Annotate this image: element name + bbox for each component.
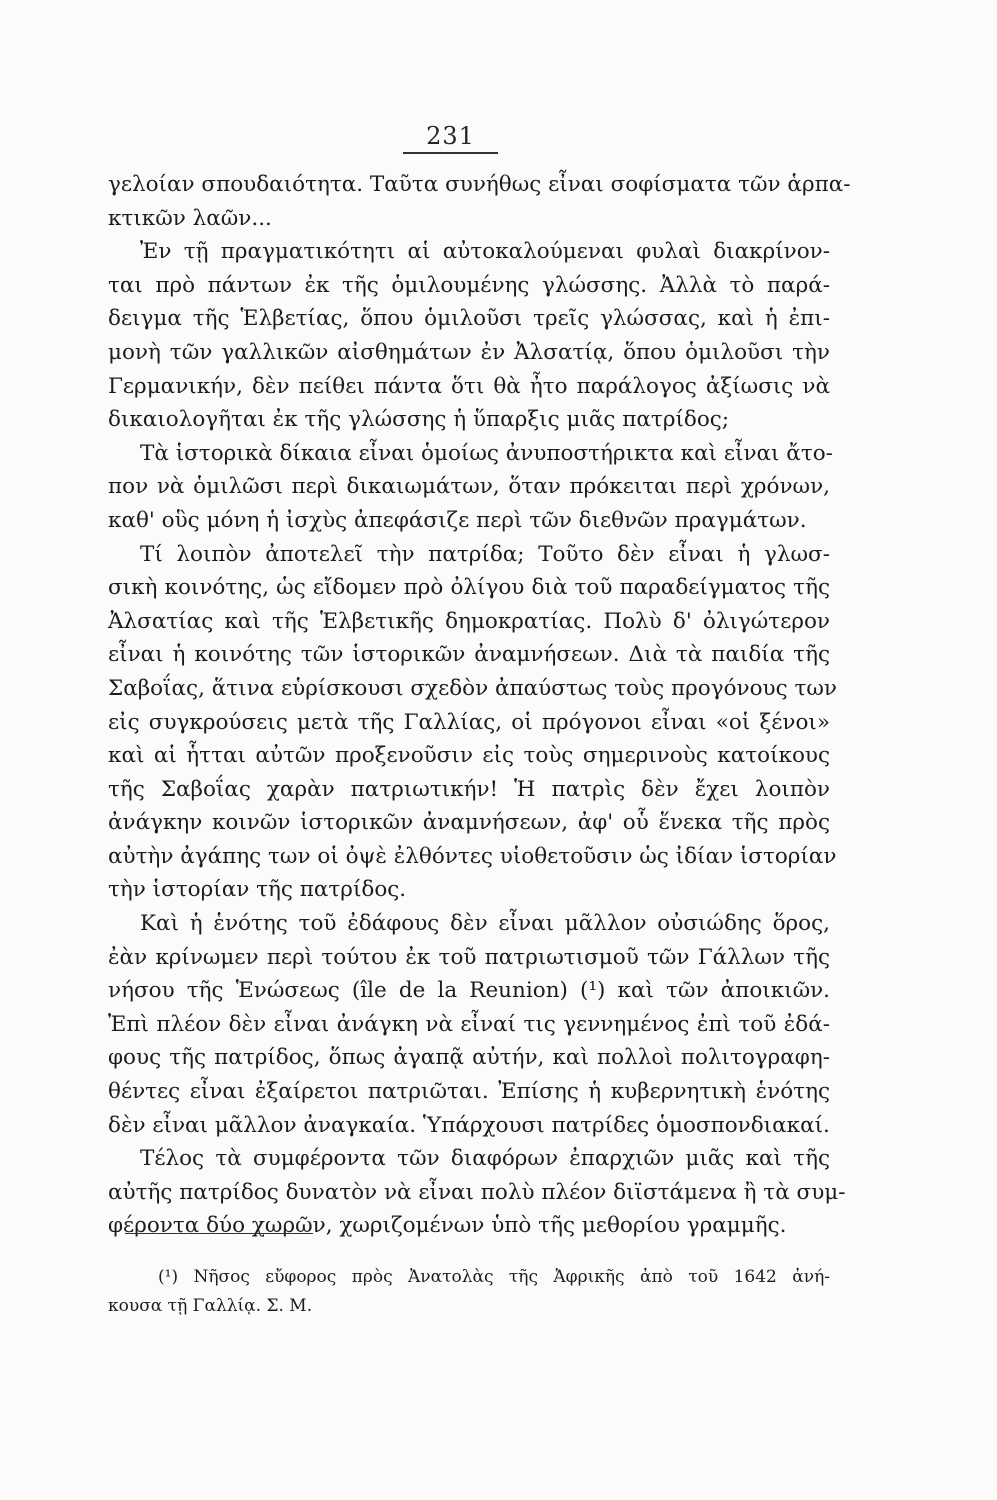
text-line: Τί λοιπὸν ἀποτελεῖ τὴν πατρίδα; Τοῦτο δὲν εἶναι ἡ γλωσ- — [140, 541, 830, 567]
text-line: δὲν εἶναι μᾶλλον ἀναγκαία. Ὑπάρχουσι πατρίδες ὁμοσπονδιακαί. — [108, 1112, 830, 1138]
text-line: σικὴ κοινότης, ὡς εἴδομεν πρὸ ὀλίγου διὰ τοῦ παραδείγματος τῆς — [108, 575, 830, 601]
text-line: Γερμανικήν, δὲν πείθει πάντα ὅτι θὰ ἦτο παράλογος ἀξίωσις νὰ — [108, 373, 830, 399]
text-line: ται πρὸ πάντων ἐκ τῆς ὁμιλουμένης γλώσσης. Ἀλλὰ τὸ παρά- — [108, 272, 830, 298]
text-line: εἰς συγκρούσεις μετὰ τῆς Γαλλίας, οἱ πρόγονοι εἶναι «οἱ ξένοι» — [108, 709, 830, 735]
text-line: Ἐπὶ πλέον δὲν εἶναι ἀνάγκη νὰ εἶναί τις γεννημένος ἐπὶ τοῦ ἐδά- — [108, 1011, 830, 1037]
page-number: 231 — [426, 122, 475, 150]
text-line: κτικῶν λαῶν... — [108, 205, 272, 231]
footnote-rule — [125, 1233, 313, 1234]
text-line: αὐτὴν ἀγάπης των οἱ ὀψὲ ἐλθόντες υἱοθετοῦσιν ὡς ἰδίαν ἱστορίαν — [108, 843, 837, 869]
text-line: καθ' οὓς μόνη ἡ ἰσχὺς ἀπεφάσιζε περὶ τῶν διεθνῶν πραγμάτων. — [108, 507, 807, 533]
text-line: καὶ αἱ ἧτται αὐτῶν προξενοῦσιν εἰς τοὺς σημερινοὺς κατοίκους — [108, 743, 830, 769]
text-line: Σαβοΐας, ἅτινα εὑρίσκουσι σχεδὸν ἀπαύστως τοὺς προγόνους των — [108, 675, 837, 701]
text-line: φους τῆς πατρίδος, ὅπως ἀγαπᾷ αὐτήν, καὶ πολλοὶ πολιτογραφη- — [108, 1045, 830, 1071]
text-line: ἐὰν κρίνωμεν περὶ τούτου ἐκ τοῦ πατριωτισμοῦ τῶν Γάλλων τῆς — [108, 944, 830, 970]
text-line: δικαιολογῆται ἐκ τῆς γλώσσης ἡ ὕπαρξις μιᾶς πατρίδος; — [108, 407, 730, 433]
paragraph — [108, 235, 830, 437]
text-line: πον νὰ ὁμιλῶσι περὶ δικαιωμάτων, ὅταν πρόκειται περὶ χρόνων, — [108, 474, 830, 500]
text-line: μονὴ τῶν γαλλικῶν αἰσθημάτων ἐν Ἀλσατίᾳ, ὅπου ὁμιλοῦσι τὴν — [108, 339, 830, 365]
paragraph — [108, 538, 837, 908]
footnote-line: κουσα τῇ Γαλλίᾳ. Σ. Μ. — [108, 1296, 313, 1316]
text-line: γελοίαν σπουδαιότητα. Ταῦτα συνήθως εἶναι σοφίσματα τῶν ἁρπα- — [108, 172, 851, 197]
text-line: Ἀλσατίας καὶ τῆς Ἑλβετικῆς δημοκρατίας. Πολὺ δ' ὀλιγώτερον — [108, 608, 830, 634]
text-line: τῆς Σαβοΐας χαρὰν πατριωτικήν! Ἡ πατρὶς δὲν ἔχει λοιπὸν — [108, 776, 830, 802]
paragraph — [108, 168, 851, 235]
text-line: φέροντα δύο χωρῶν, χωριζομένων ὑπὸ τῆς μεθορίου γραμμῆς. — [108, 1213, 787, 1239]
text-line: αὐτῆς πατρίδος δυνατὸν νὰ εἶναι πολὺ πλέον διϊστάμενα ἢ τὰ συμ- — [108, 1179, 846, 1205]
text-line: εἶναι ἡ κοινότης τῶν ἱστορικῶν ἀναμνήσεων. Διὰ τὰ παιδία τῆς — [108, 642, 830, 668]
page-number-rule — [403, 152, 498, 154]
text-line: τὴν ἱστορίαν τῆς πατρίδος. — [108, 877, 407, 903]
text-line: Καὶ ἡ ἑνότης τοῦ ἐδάφους δὲν εἶναι μᾶλλον οὐσιώδης ὅρος, — [140, 911, 830, 937]
body-text — [108, 168, 851, 1243]
text-line: δειγμα τῆς Ἑλβετίας, ὅπου ὁμιλοῦσι τρεῖς γλώσσας, καὶ ἡ ἐπι- — [108, 306, 830, 332]
text-line: ἀνάγκην κοινῶν ἱστορικῶν ἀναμνήσεων, ἀφ' οὗ ἕνεκα τῆς πρὸς — [108, 810, 830, 836]
text-line: Ἐν τῇ πραγματικότητι αἱ αὐτοκαλούμεναι φυλαὶ διακρίνον- — [140, 239, 830, 265]
paragraph — [108, 437, 833, 538]
paragraph — [108, 1142, 846, 1243]
footnote-line: (¹) Νῆσος εὔφορος πρὸς Ἀνατολὰς τῆς Ἀφρικῆς ἀπὸ τοῦ 1642 ἀνή- — [158, 1267, 830, 1287]
text-line: θέντες εἶναι ἐξαίρετοι πατριῶται. Ἐπίσης ἡ κυβερνητικὴ ἑνότης — [108, 1079, 830, 1105]
text-line: Τὰ ἱστορικὰ δίκαια εἶναι ὁμοίως ἀνυποστήρικτα καὶ εἶναι ἄτο- — [140, 440, 833, 466]
text-line: νήσου τῆς Ἑνώσεως (île de la Reunion) (¹) καὶ τῶν ἀποικιῶν. — [108, 978, 830, 1004]
text-line: Τέλος τὰ συμφέροντα τῶν διαφόρων ἐπαρχιῶν μιᾶς καὶ τῆς — [140, 1146, 830, 1172]
footnote — [108, 1263, 830, 1321]
paragraph — [108, 907, 830, 1142]
